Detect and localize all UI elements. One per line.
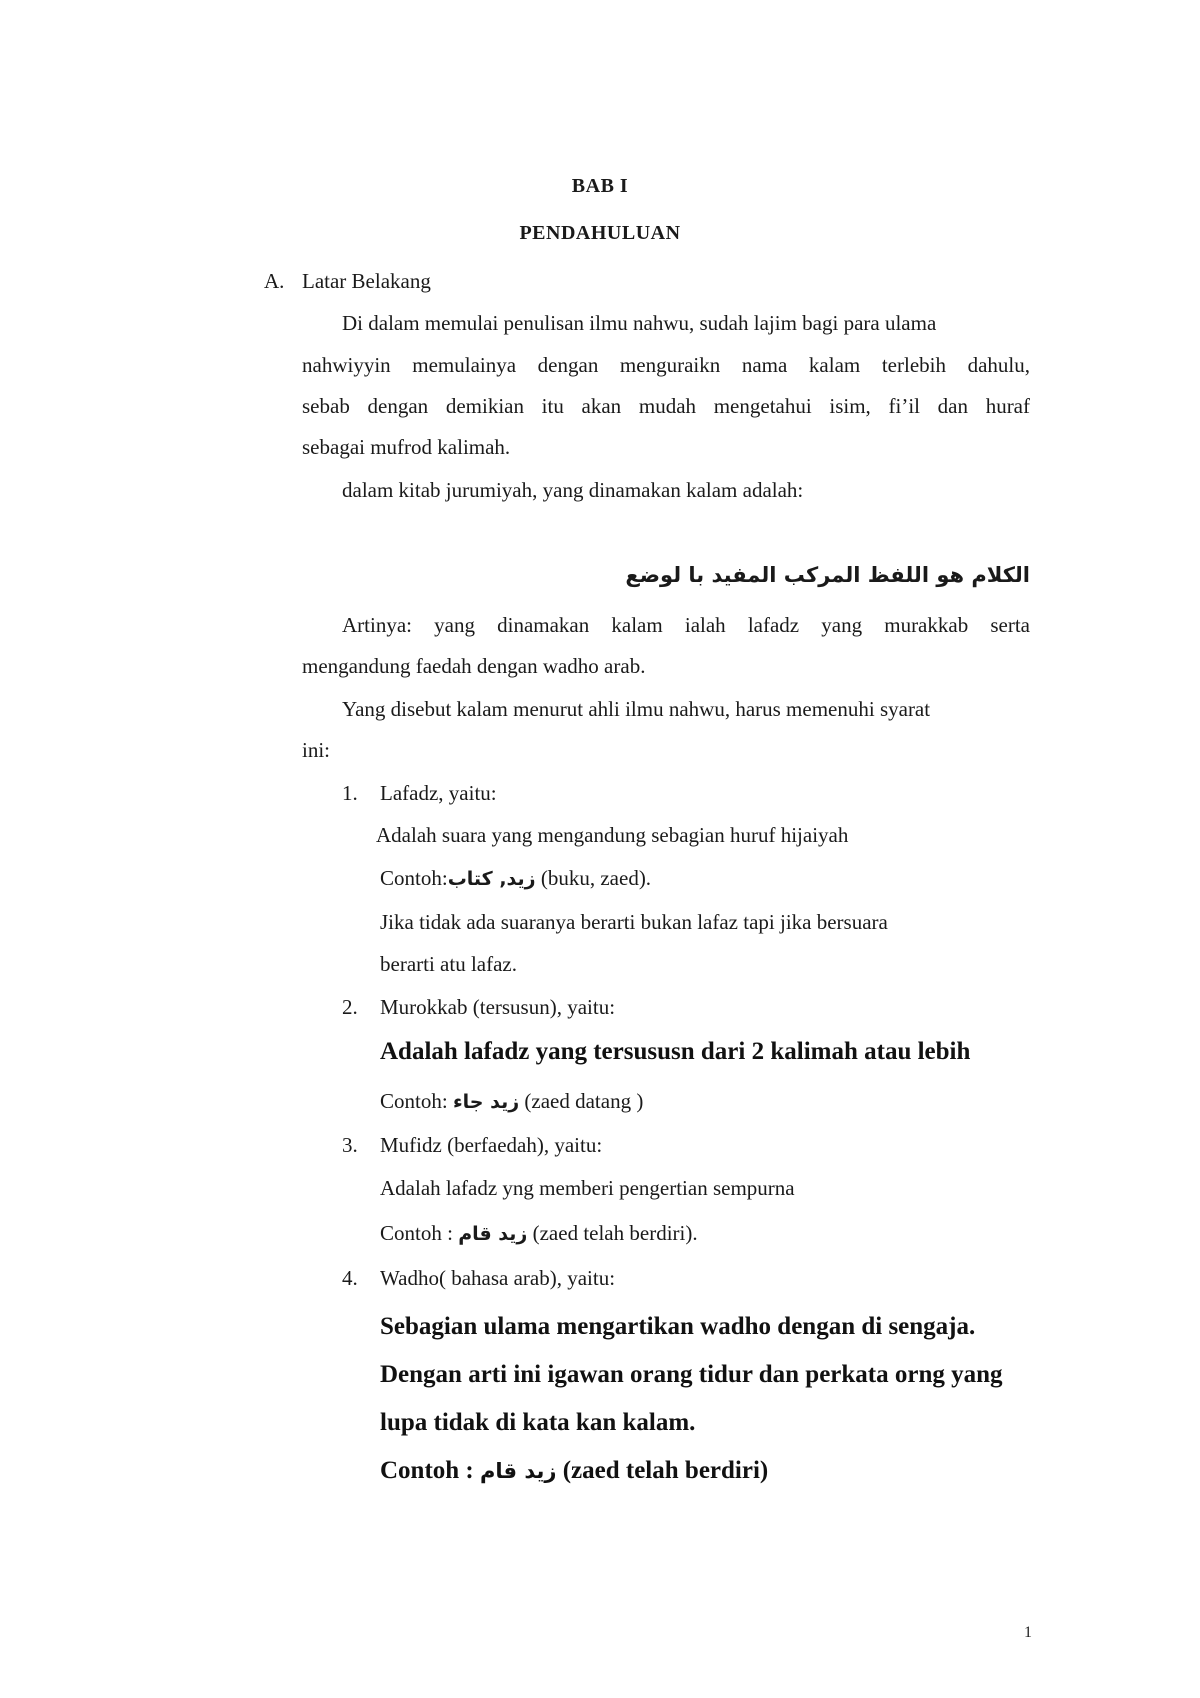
item-2-number: 2. bbox=[342, 995, 358, 1019]
chapter-label: BAB I bbox=[571, 175, 629, 197]
item-2-example-arabic: زيد جاء bbox=[452, 1091, 520, 1113]
item-4-description-line-1: Sebagian ulama mengartikan wadho dengan di sengaja. bbox=[380, 1313, 976, 1340]
item-4-example-arabic: زيد قام bbox=[480, 1459, 557, 1483]
section-letter: A. bbox=[264, 269, 285, 293]
item-1-description: Adalah suara yang mengandung sebagian huruf hijaiyah bbox=[376, 823, 849, 847]
item-3-example-meaning: (zaed telah berdiri). bbox=[527, 1221, 698, 1245]
item-4-example bbox=[380, 1456, 768, 1486]
item-4-example-prefix: Contoh : bbox=[380, 1457, 481, 1484]
item-4-number: 4. bbox=[342, 1266, 358, 1290]
item-2-description: Adalah lafadz yang tersususn dari 2 kalimah atau lebih bbox=[380, 1038, 971, 1065]
item-1-example-arabic: زيد, كتاب bbox=[447, 868, 536, 890]
item-2-title: Murokkab (tersusun), yaitu: bbox=[380, 995, 616, 1019]
intro-line-1: Di dalam memulai penulisan ilmu nahwu, sudah lajim bagi para ulama bbox=[342, 311, 937, 335]
item-1-title: Lafadz, yaitu: bbox=[380, 781, 497, 805]
item-1-example-meaning: (buku, zaed). bbox=[535, 866, 652, 890]
arabic-definition: الكلام هو اللفظ المركب المفيد با لوضع bbox=[625, 563, 1030, 587]
item-1-example bbox=[380, 865, 651, 892]
requirement-line-1: Yang disebut kalam menurut ahli ilmu nahwu, harus memenuhi syarat bbox=[342, 697, 931, 721]
requirement-line-2: ini: bbox=[302, 738, 331, 762]
page-number: 1 bbox=[1024, 1624, 1032, 1641]
item-1-example-prefix: Contoh: bbox=[380, 866, 448, 890]
section-title: Latar Belakang bbox=[302, 269, 431, 293]
item-4-example-meaning: (zaed telah berdiri) bbox=[556, 1457, 769, 1484]
item-3-example-arabic: زيد قام bbox=[458, 1223, 528, 1245]
intro-line-4: sebagai mufrod kalimah. bbox=[302, 435, 511, 459]
jurumiyah-line: dalam kitab jurumiyah, yang dinamakan kalam adalah: bbox=[342, 478, 804, 502]
item-3-description: Adalah lafadz yng memberi pengertian sempurna bbox=[380, 1176, 795, 1200]
item-1-note-line-1: Jika tidak ada suaranya berarti bukan lafaz tapi jika bersuara bbox=[380, 910, 888, 934]
item-1-note-line-2: berarti atu lafaz. bbox=[380, 952, 517, 976]
item-3-example-prefix: Contoh : bbox=[380, 1221, 459, 1245]
meaning-line-1: Artinya: yang dinamakan kalam ialah lafadz yang murakkab serta bbox=[342, 613, 1030, 637]
item-4-description-line-2: Dengan arti ini igawan orang tidur dan perkata orng yang bbox=[380, 1361, 1003, 1388]
chapter-title: PENDAHULUAN bbox=[519, 222, 681, 244]
item-2-example-meaning: (zaed datang ) bbox=[519, 1089, 644, 1113]
intro-line-3: sebab dengan demikian itu akan mudah mengetahui isim, fi’il dan huraf bbox=[302, 394, 1030, 418]
item-3-number: 3. bbox=[342, 1133, 358, 1157]
meaning-line-2: mengandung faedah dengan wadho arab. bbox=[302, 654, 646, 678]
item-3-example bbox=[380, 1220, 698, 1247]
item-4-description-line-3: lupa tidak di kata kan kalam. bbox=[380, 1409, 696, 1436]
item-1-number: 1. bbox=[342, 781, 358, 805]
item-2-example-prefix: Contoh: bbox=[380, 1089, 453, 1113]
intro-line-2: nahwiyyin memulainya dengan menguraikn nama kalam terlebih dahulu, bbox=[302, 353, 1030, 377]
item-4-title: Wadho( bahasa arab), yaitu: bbox=[380, 1266, 616, 1290]
item-2-example bbox=[380, 1088, 643, 1115]
item-3-title: Mufidz (berfaedah), yaitu: bbox=[380, 1133, 603, 1157]
